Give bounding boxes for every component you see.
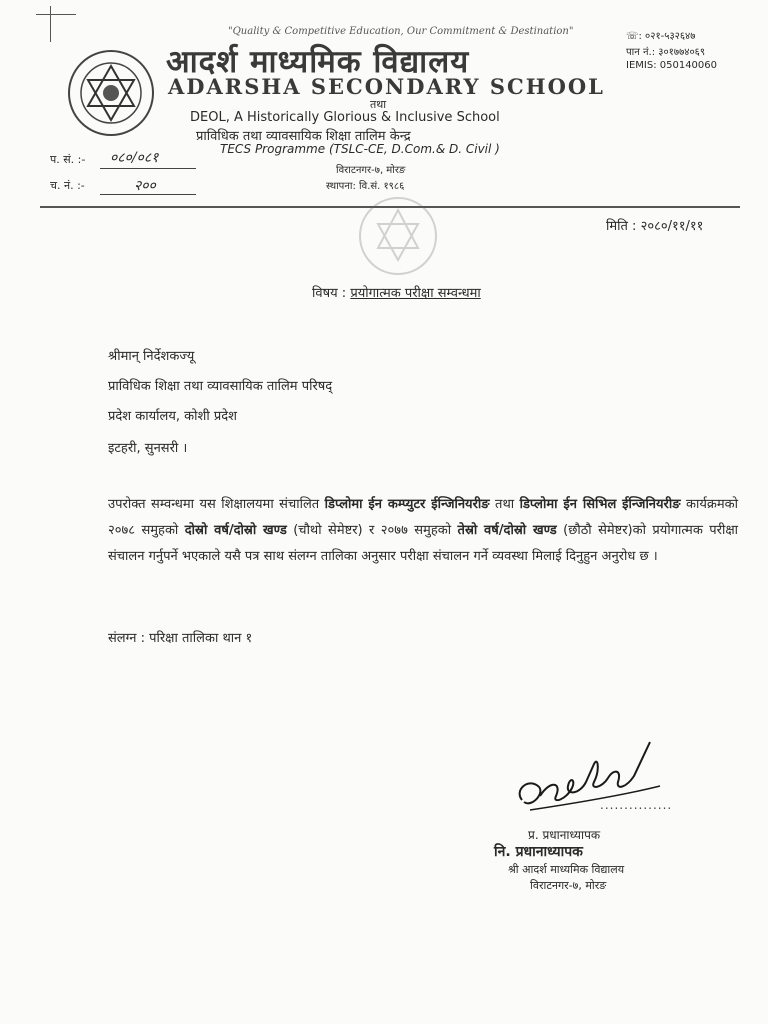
letter-body bbox=[108, 492, 738, 570]
body-text: (छौठौ सेमेष्टर)को प्रयोगात्मक परीक्षा संचालन गर्नुपर्ने भएकाले यसै पत्र साथ संलग्न तालिका अनुसार परीक्षा संचालन गर्ने व्यवस्था मिलाई दिनुहुन अनुरोध छ । bbox=[108, 523, 739, 564]
school-emblem-icon bbox=[66, 48, 156, 138]
dispatch-underline bbox=[100, 194, 196, 195]
signatory-address: विराटनगर-७, मोरङ bbox=[530, 879, 607, 892]
body-text: तथा bbox=[489, 497, 520, 512]
body-bold: डिप्लोमा ईन कम्प्युटर ईन्जिनियरीङ bbox=[324, 497, 490, 512]
watermark-seal-icon bbox=[348, 196, 448, 276]
signatory-title: प्र. प्रधानाध्यापक bbox=[528, 828, 601, 842]
header-established: स्थापना: वि.सं. १९८६ bbox=[326, 181, 405, 192]
school-tagline: "Quality & Competitive Education, Our Commitment & Destination" bbox=[228, 26, 574, 37]
body-bold: तेस्रो वर्ष/दोस्रो खण्ड bbox=[457, 523, 557, 538]
addressee-line-1: श्रीमान् निर्देशकज्यू bbox=[108, 349, 195, 364]
body-bold: दोस्रो वर्ष/दोस्रो खण्ड bbox=[184, 523, 287, 538]
letter-date: मिति : २०८०/११/११ bbox=[606, 219, 704, 234]
ref-no-label: प. सं. :- bbox=[50, 153, 86, 166]
body-bold: डिप्लोमा ईन सिभिल ईन्जिनियरीङ bbox=[519, 497, 681, 512]
header-deol-line: DEOL, A Historically Glorious & Inclusive School bbox=[190, 110, 500, 125]
letter-subject bbox=[312, 283, 481, 301]
addressee-line-4: इटहरी, सुनसरी । bbox=[108, 441, 188, 456]
school-name-nepali: आदर्श माध्यमिक विद्यालय bbox=[166, 44, 470, 80]
addressee-line-3: प्रदेश कार्यालय, कोशी प्रदेश bbox=[108, 409, 237, 424]
iemis-number: IEMIS: 050140060 bbox=[626, 60, 718, 71]
enclosure-note: संलग्न : परिक्षा तालिका थान १ bbox=[108, 631, 253, 646]
school-name-english: ADARSHA SECONDARY SCHOOL bbox=[168, 74, 605, 99]
ref-underline bbox=[100, 168, 196, 169]
ref-no-value: ०८०/०८१ bbox=[110, 150, 159, 166]
corner-mark-bar bbox=[36, 14, 76, 15]
corner-mark bbox=[50, 6, 51, 42]
phone-number: ☏: ०२१-५३२६४७ bbox=[626, 31, 696, 42]
dispatch-value: २०० bbox=[134, 178, 156, 194]
subject-label: विषय : bbox=[312, 286, 347, 301]
signatory-school: श्री आदर्श माध्यमिक विद्यालय bbox=[508, 863, 625, 876]
signatory-stamp-title: नि. प्रधानाध्यापक bbox=[494, 844, 583, 860]
body-text: (चौथो सेमेष्टर) र २०७७ समुहको bbox=[286, 523, 458, 538]
header-training-center: प्राविधिक तथा व्यावसायिक शिक्षा तालिम केन्द्र bbox=[196, 129, 411, 144]
signature-dots: ............... bbox=[600, 798, 673, 812]
subject-text: प्रयोगात्मक परीक्षा सम्वन्धमा bbox=[350, 286, 481, 301]
pan-number: पान नं.: ३०१७७४०६९ bbox=[626, 47, 706, 58]
body-text: कार्यक्रमको २०७८ समुहको bbox=[108, 497, 739, 538]
body-text: उपरोक्त सम्वन्धमा यस शिक्षालयमा संचालित bbox=[108, 497, 325, 512]
header-tatha: तथा bbox=[370, 98, 387, 111]
addressee-line-2: प्राविधिक शिक्षा तथा व्यावसायिक तालिम परिषद् bbox=[108, 379, 333, 394]
header-tecs-programme: TECS Programme (TSLC-CE, D.Com.& D. Civil ) bbox=[220, 142, 500, 156]
header-address: विराटनगर-७, मोरङ bbox=[336, 165, 406, 176]
dispatch-label: च. नं. :- bbox=[50, 179, 85, 192]
